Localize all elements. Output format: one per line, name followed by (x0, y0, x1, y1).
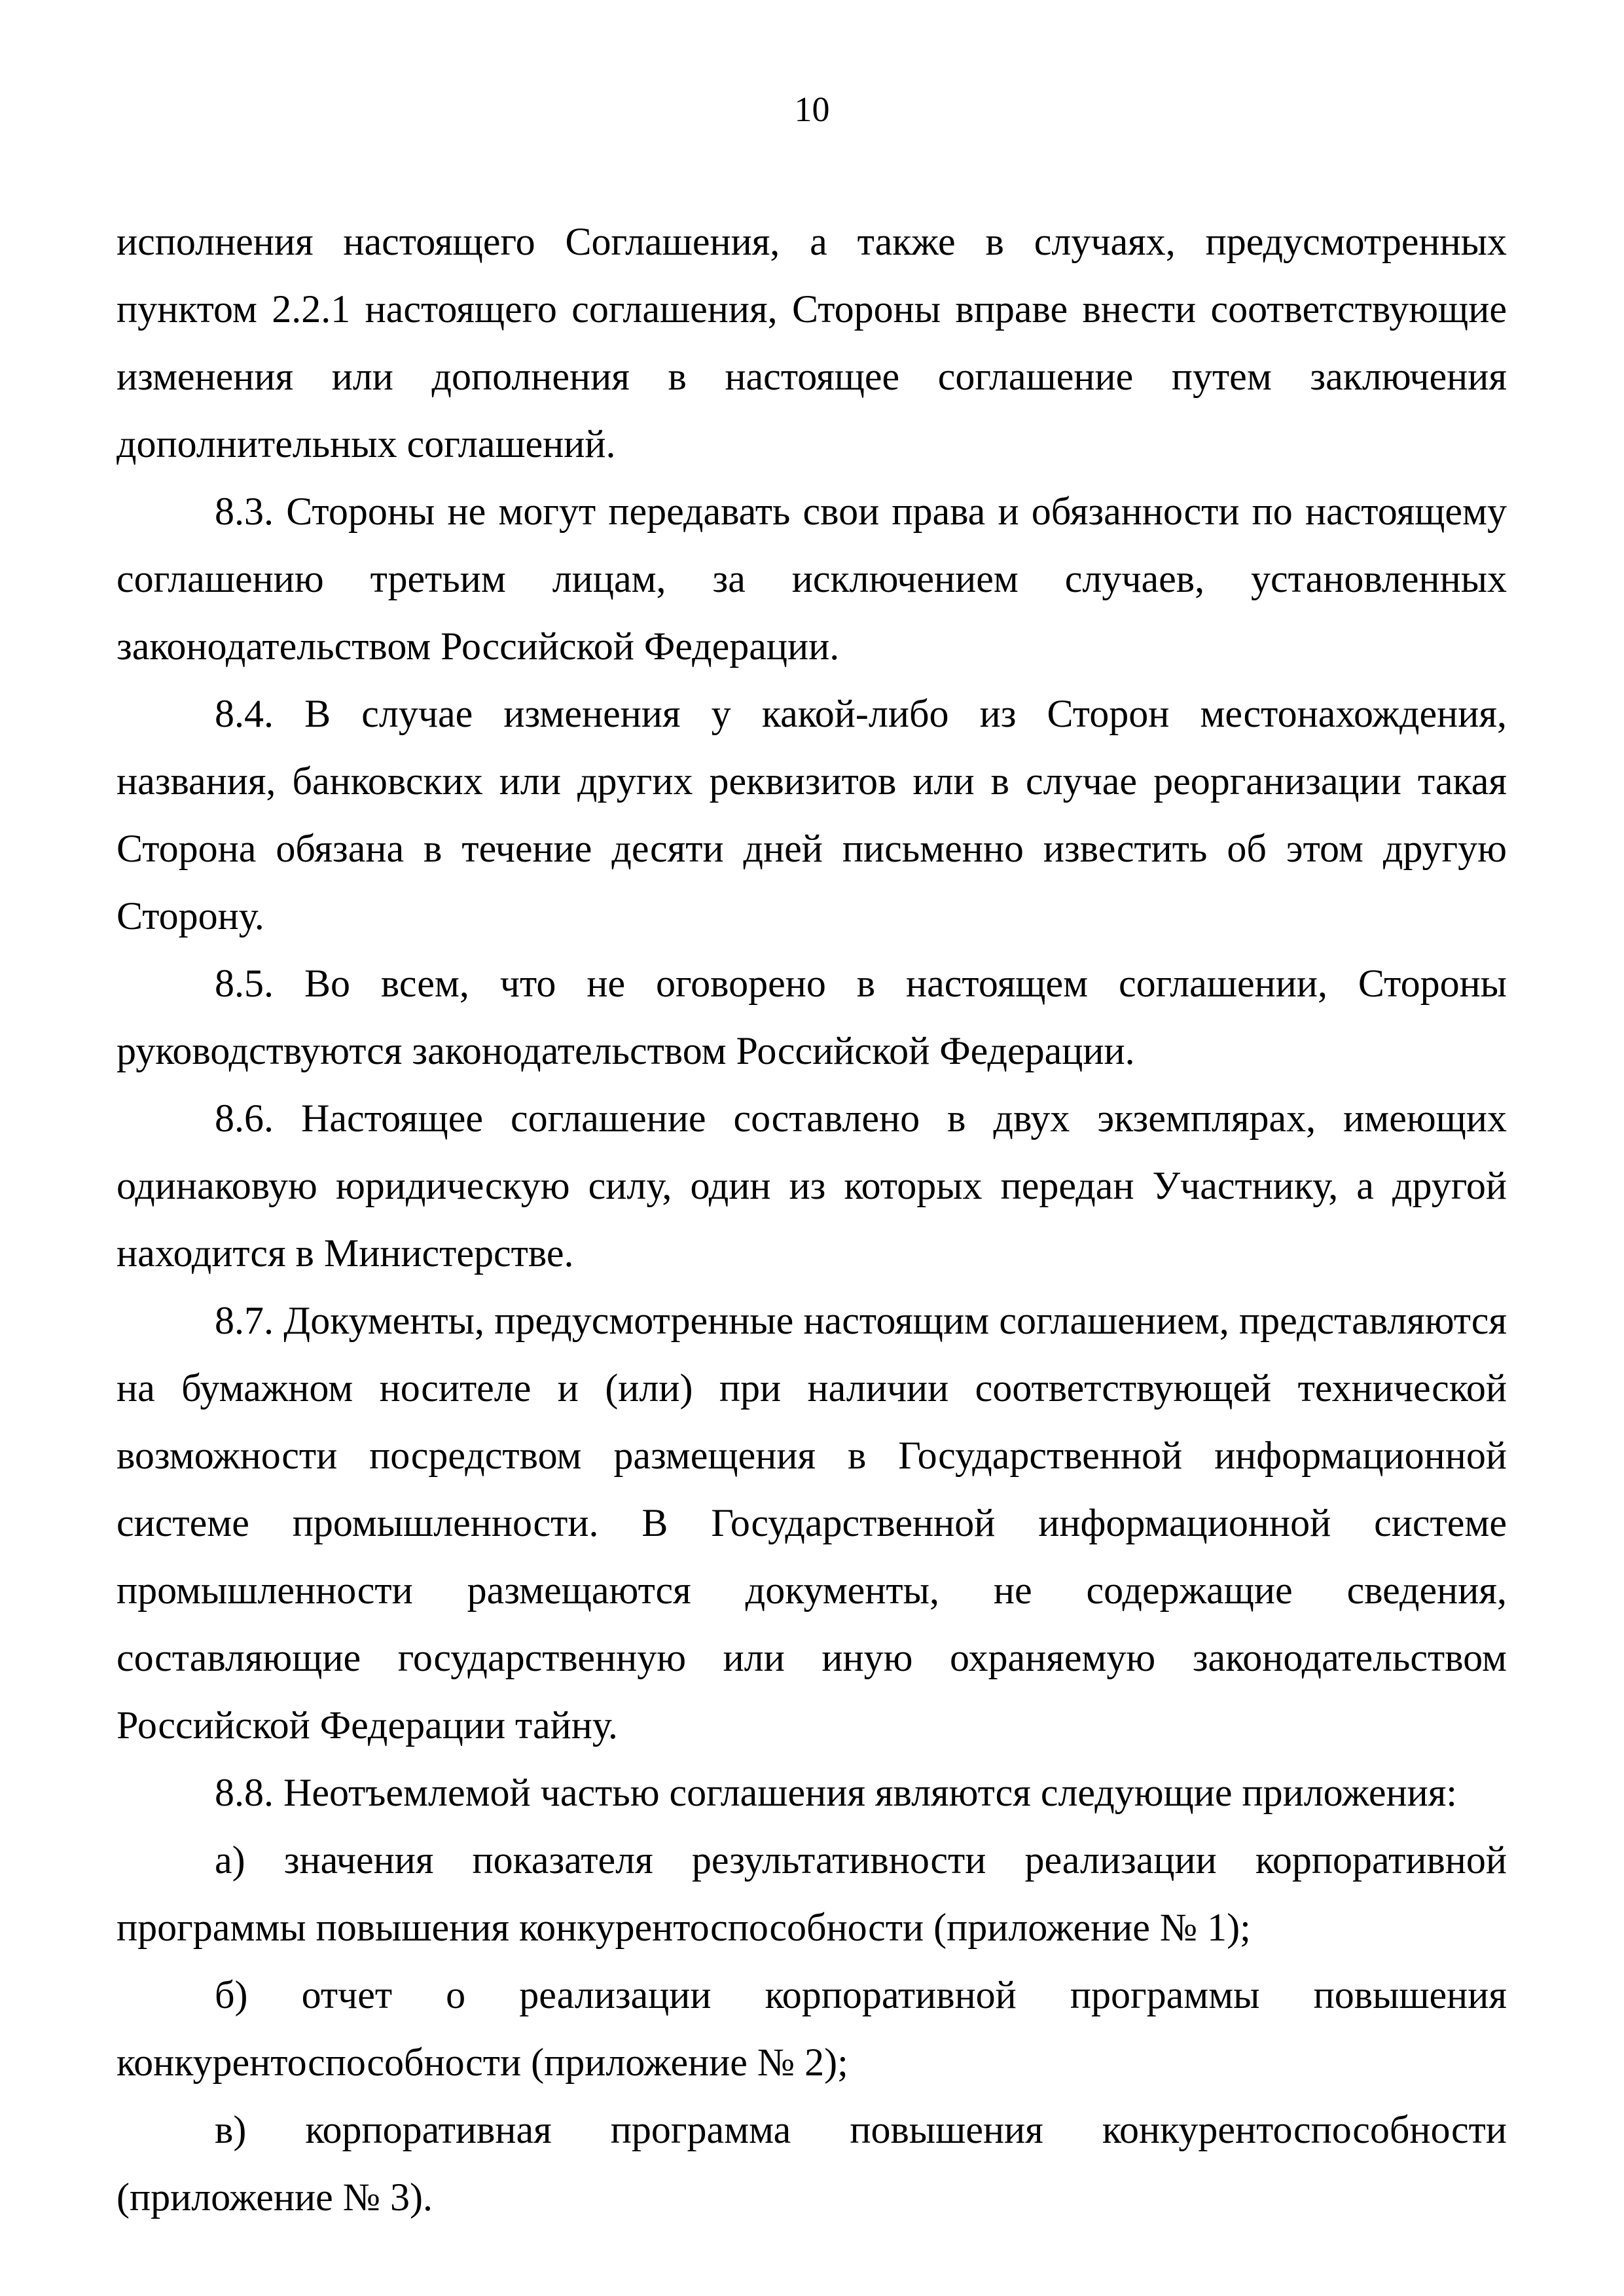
document-body (117, 208, 1507, 2231)
paragraph-8-6: 8.6. Настоящее соглашение составлено в двух экземплярах, имеющих одинаковую юридическую силу, один из которых передан Участнику, а другой находится в Министерстве. (117, 1097, 1507, 1275)
page-number: 10 (794, 90, 830, 129)
paragraph-8-3: 8.3. Стороны не могут передавать свои права и обязанности по настоящему соглашению третьим лицам, за исключением случаев, установленных законодательством Российской Федерации. (117, 490, 1507, 668)
paragraph-8-7: 8.7. Документы, предусмотренные настоящим соглашением, представляются на бумажном носителе и (или) при наличии соответствующей технической возможности посредством размещения в Государственной информационной системе промышленности. В Государственной информационной системе промышленности размещаются документы, не содержащие сведения, составляющие государственную или иную охраняемую законодательством Российской Федерации тайну. (117, 1299, 1507, 1747)
paragraph-continuation: исполнения настоящего Соглашения, а также в случаях, предусмотренных пунктом 2.2.1 настоящего соглашения, Стороны вправе внести соответствующие изменения или дополнения в настоящее соглашение путем заключения дополнительных соглашений. (117, 220, 1507, 465)
list-item-v: в) корпоративная программа повышения конкурентоспособности (приложение № 3). (117, 2108, 1507, 2219)
paragraph-8-5: 8.5. Во всем, что не оговорено в настоящем соглашении, Стороны руководствуются законодательством Российской Федерации. (117, 962, 1507, 1072)
list-item-a: а) значения показателя результативности реализации корпоративной программы повышения конкурентоспособности (приложение № 1); (117, 1838, 1507, 1949)
paragraph-8-4: 8.4. В случае изменения у какой-либо из Сторон местонахождения, названия, банковских или других реквизитов или в случае реорганизации такая Сторона обязана в течение десяти дней письменно известить об этом другую Сторону. (117, 692, 1507, 938)
paragraph-8-8: 8.8. Неотъемлемой частью соглашения являются следующие приложения: (215, 1771, 1457, 1814)
list-item-b: б) отчет о реализации корпоративной программы повышения конкурентоспособности (приложение № 2); (117, 1973, 1507, 2084)
